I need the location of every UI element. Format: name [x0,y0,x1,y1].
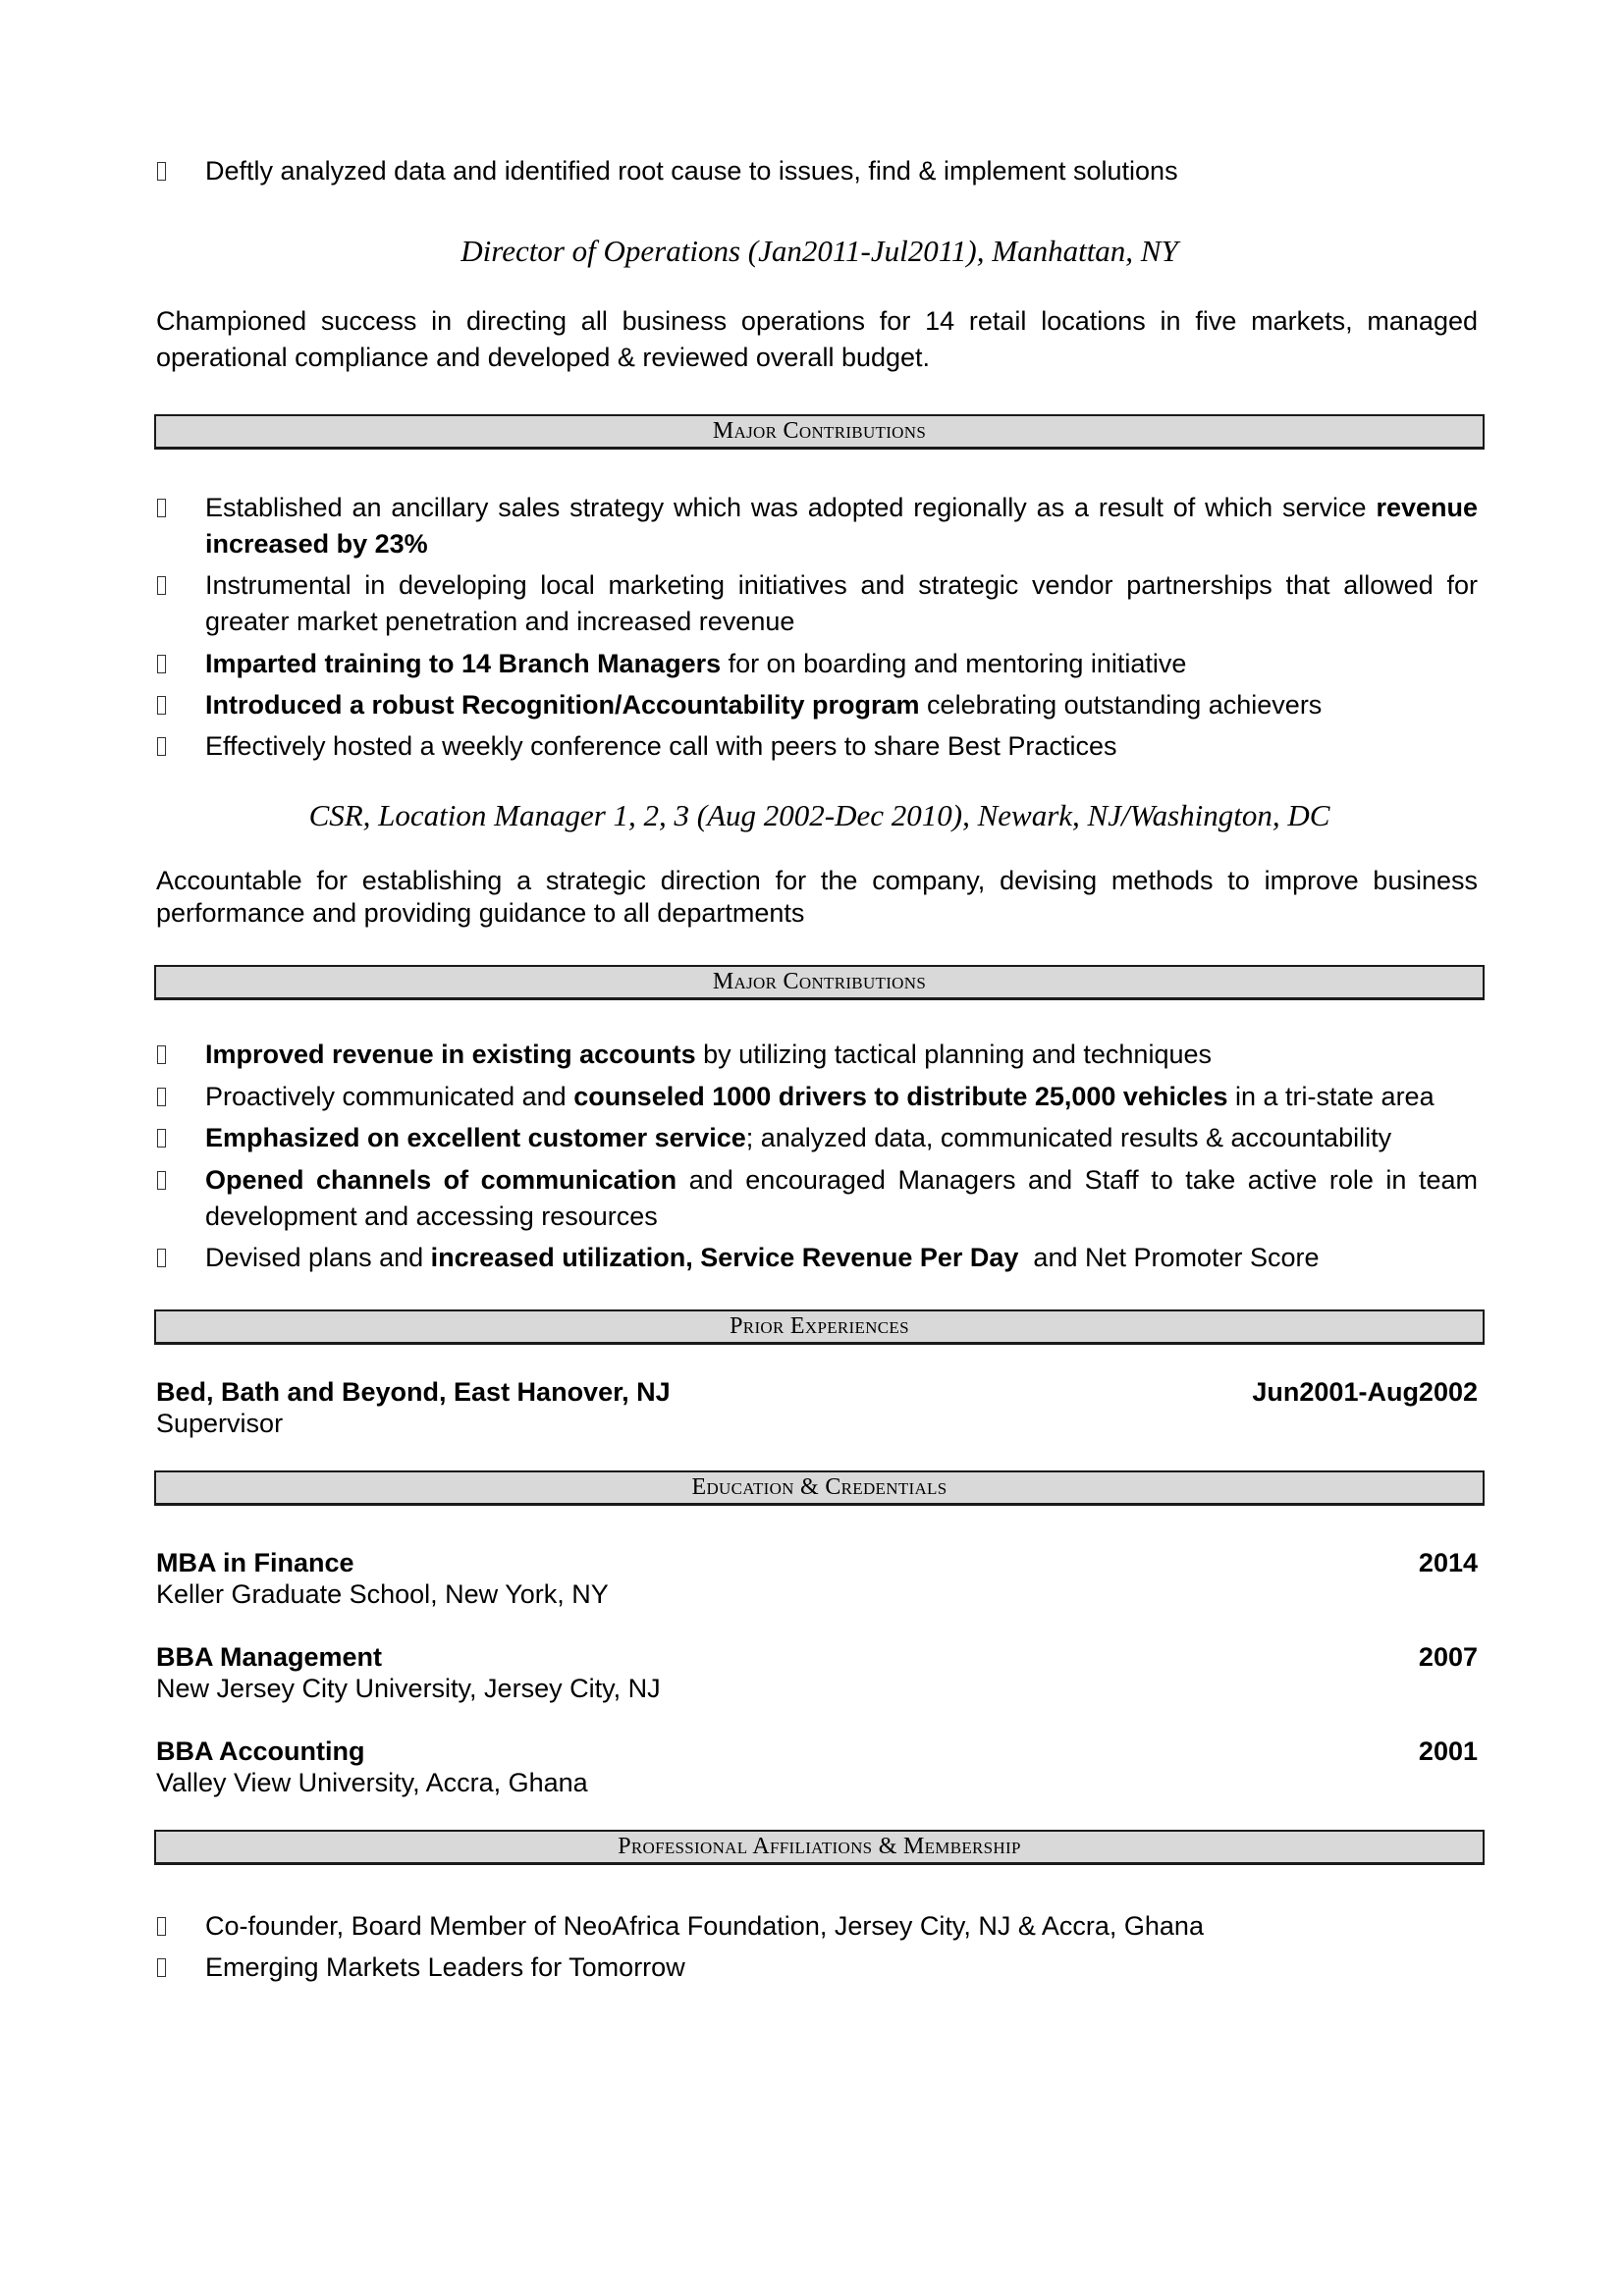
bullet-icon [157,655,166,673]
bullet-icon [157,1088,166,1106]
bullet-icon [157,576,166,595]
bullet-text: Devised plans and [205,1243,431,1272]
bullet-text-bold: Improved revenue in existing accounts [205,1040,696,1069]
graduation-year: 2007 [1418,1642,1478,1672]
graduation-year: 2001 [1418,1736,1478,1766]
degree-name: BBA Management [156,1642,383,1672]
bullet-icon [157,1045,166,1064]
list-item [157,1240,1478,1276]
bullet-text-bold: Emphasized on excellent customer service [205,1123,746,1152]
list-item [157,153,1478,189]
list-item [157,1949,1478,1986]
section-header-prior-experiences: Prior Experiences [154,1309,1485,1345]
company-name: Bed, Bath and Beyond, East Hanover, NJ [156,1377,671,1407]
bullet-icon [157,696,166,715]
school-name: Valley View University, Accra, Ghana [156,1768,588,1797]
affiliation-text: Emerging Markets Leaders for Tomorrow [205,1952,685,1982]
list-item [157,728,1478,765]
bullet-text: celebrating outstanding achievers [919,690,1323,720]
list-item [157,1037,1478,1073]
bullet-text: Effectively hosted a weekly conference call with peers to share Best Practices [205,731,1117,761]
school-name: Keller Graduate School, New York, NY [156,1579,609,1609]
section-header-affiliations: Professional Affiliations & Membership [154,1830,1485,1865]
section-header-education: Education & Credentials [154,1470,1485,1506]
list-item [157,1079,1478,1115]
bullet-icon [157,1958,166,1977]
bullet-text: Deftly analyzed data and identified root cause to issues, find & implement solutions [205,156,1178,186]
bullet-text-bold: increased utilization, Service Revenue Per Day [430,1243,1019,1272]
list-item [157,1120,1478,1156]
job-title: CSR, Location Manager 1, 2, 3 (Aug 2002-Dec 2010), Newark, NJ/Washington, DC [308,798,1330,832]
section-header-major-contributions: Major Contributions [154,414,1485,450]
bullet-text: by utilizing tactical planning and techniques [695,1040,1212,1069]
bullet-text-bold: counseled 1000 drivers to distribute 25,000 vehicles [573,1082,1228,1111]
list-item [157,687,1478,723]
school-name: New Jersey City University, Jersey City, NJ [156,1674,661,1703]
graduation-year: 2014 [1418,1548,1478,1577]
bullet-text: Instrumental in developing local marketing initiatives and strategic vendor partnerships that allowed for greater market penetration and increased revenue [205,570,1478,636]
bullet-text: and encouraged Managers and Staff to take active role in team development and accessing resources [205,1165,1478,1231]
bullet-text-bold: Opened channels of communication [205,1165,677,1195]
bullet-text: and Net Promoter Score [1018,1243,1320,1272]
bullet-icon [157,1249,166,1267]
job-title: Director of Operations (Jan2011-Jul2011), Manhattan, NY [460,234,1178,268]
bullet-icon [157,1917,166,1936]
affiliation-text: Co-founder, Board Member of NeoAfrica Foundation, Jersey City, NJ & Accra, Ghana [205,1911,1204,1941]
list-item [157,490,1478,562]
degree-name: BBA Accounting [156,1736,365,1766]
bullet-text-bold: revenue increased by 23% [205,493,1478,559]
bullet-text: in a tri-state area [1227,1082,1435,1111]
bullet-icon [157,737,166,756]
bullet-text: Established an ancillary sales strategy which was adopted regionally as a result of which service [205,493,1377,522]
list-item [157,646,1478,682]
bullet-text-bold: Introduced a robust Recognition/Accountability program [205,690,920,720]
job-role: Supervisor [156,1409,284,1438]
job-summary: Accountable for establishing a strategic direction for the company, devising methods to improve business performance and providing guidance to all departments [156,866,1478,928]
list-item [157,1908,1478,1945]
bullet-icon [157,499,166,517]
bullet-text: ; analyzed data, communicated results & accountability [745,1123,1392,1152]
bullet-text-bold: Imparted training to 14 Branch Managers [205,649,722,678]
bullet-icon [157,1129,166,1148]
section-header-major-contributions: Major Contributions [154,965,1485,1000]
list-item [157,567,1478,640]
bullet-icon [157,162,166,181]
bullet-icon [157,1171,166,1190]
bullet-text: Proactively communicated and [205,1082,574,1111]
bullet-text: for on boarding and mentoring initiative [721,649,1187,678]
employment-dates: Jun2001-Aug2002 [1252,1377,1478,1407]
job-summary: Championed success in directing all business operations for 14 retail locations in five markets, managed operational compliance and developed & reviewed overall budget. [156,306,1478,372]
list-item [157,1162,1478,1235]
degree-name: MBA in Finance [156,1548,354,1577]
